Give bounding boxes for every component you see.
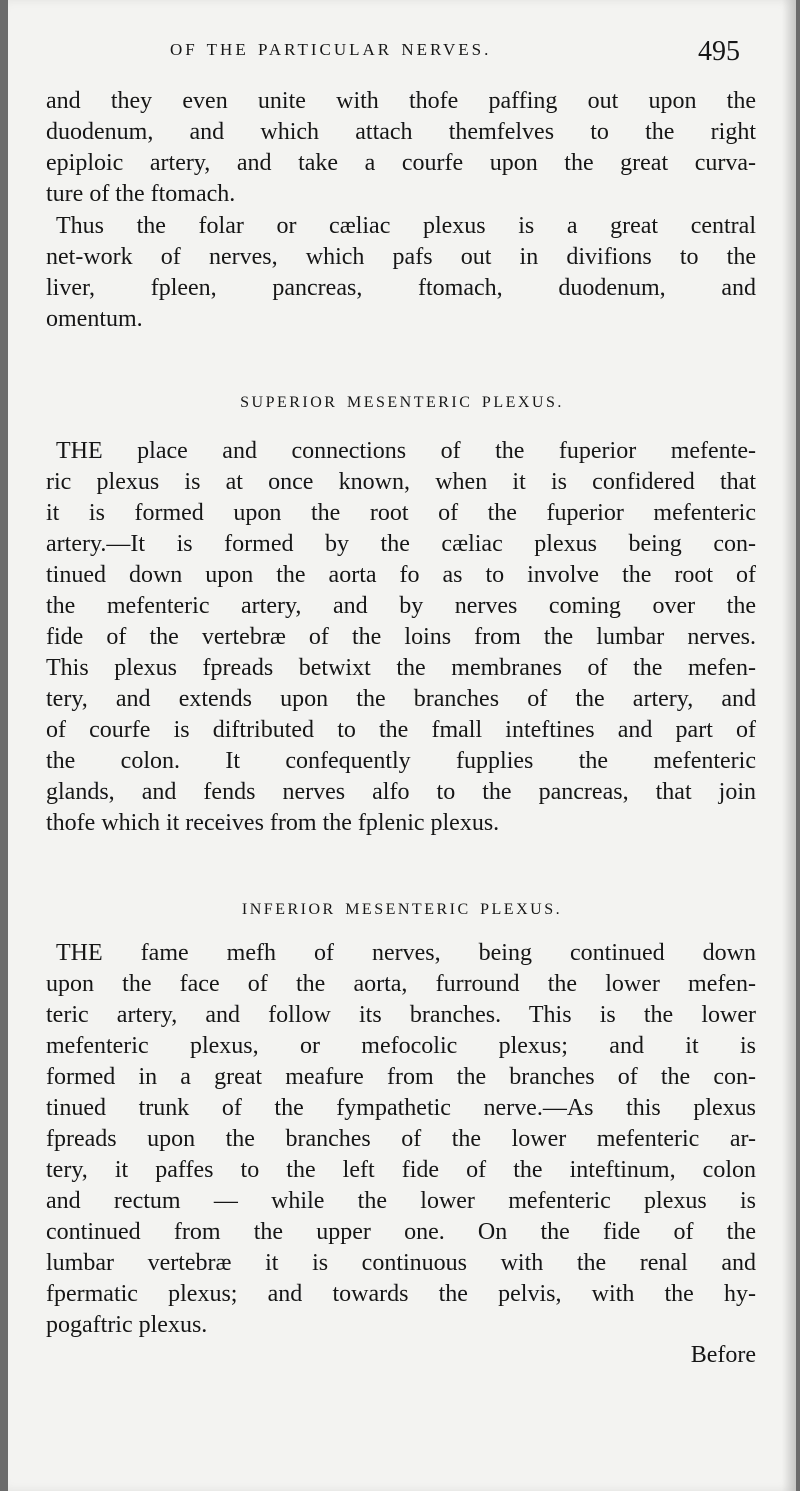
text-line: tery, and extends upon the branches of the artery, and [46, 686, 756, 712]
text-line: the mefenteric artery, and by nerves coming over the [46, 593, 756, 619]
text-line: pogaftric plexus. [46, 1312, 208, 1338]
paragraph-inferior-mesenteric [46, 938, 756, 1341]
text-line: and they even unite with thofe paffing out upon the [46, 88, 756, 114]
text-line: artery.—It is formed by the cæliac plexus being con- [46, 531, 756, 557]
text-line: THE place and connections of the fuperior mefente- [56, 438, 756, 464]
text-line: ric plexus is at once known, when it is confidered that [46, 469, 756, 495]
text-line: and rectum — while the lower mefenteric plexus is [46, 1188, 756, 1214]
catchword: Before [690, 1342, 756, 1368]
paragraph-solar-plexus [46, 211, 756, 335]
text-line: omentum. [46, 306, 143, 332]
book-page [8, 0, 796, 1491]
text-line: THE fame mefh of nerves, being continued down [56, 940, 756, 966]
text-line: liver, fpleen, pancreas, ftomach, duodenum, and [46, 275, 756, 301]
text-line: glands, and fends nerves alfo to the pancreas, that join [46, 779, 756, 805]
page-edge-shadow [782, 0, 796, 1491]
running-head [8, 36, 796, 72]
text-line: fpermatic plexus; and towards the pelvis, with the hy- [46, 1281, 756, 1307]
text-line: of courfe is diftributed to the fmall inteftines and part of [46, 717, 756, 743]
paragraph-continuation [46, 86, 756, 210]
section-heading-inferior-mesenteric: INFERIOR MESENTERIC PLEXUS. [241, 901, 563, 918]
paragraph-superior-mesenteric [46, 436, 756, 839]
text-line: formed in a great meafure from the branches of the con- [46, 1064, 756, 1090]
text-line: net-work of nerves, which pafs out in divifions to the [46, 244, 756, 270]
text-line: tinued trunk of the fympathetic nerve.—As this plexus [46, 1095, 756, 1121]
text-line: continued from the upper one. On the fide of the [46, 1219, 756, 1245]
text-line: ture of the ftomach. [46, 181, 236, 207]
text-line: the colon. It confequently fupplies the mefenteric [46, 748, 756, 774]
running-title: OF THE PARTICULAR NERVES. [170, 40, 492, 59]
text-line: tery, it paffes to the left fide of the inteftinum, colon [46, 1157, 756, 1183]
text-line: epiploic artery, and take a courfe upon the great curva- [46, 150, 756, 176]
text-line: This plexus fpreads betwixt the membranes of the mefen- [46, 655, 756, 681]
page-number: 495 [698, 36, 740, 67]
text-line: mefenteric plexus, or mefocolic plexus; and it is [46, 1033, 756, 1059]
text-line: duodenum, and which attach themfelves to the right [46, 119, 756, 145]
text-line: upon the face of the aorta, furround the lower mefen- [46, 971, 756, 997]
text-line: teric artery, and follow its branches. This is the lower [46, 1002, 756, 1028]
text-line: lumbar vertebræ it is continuous with the renal and [46, 1250, 756, 1276]
section-heading-superior-mesenteric: SUPERIOR MESENTERIC PLEXUS. [240, 394, 564, 411]
text-line: tinued down upon the aorta fo as to involve the root of [46, 562, 756, 588]
text-line: Thus the folar or cæliac plexus is a great central [56, 213, 756, 239]
text-line: it is formed upon the root of the fuperior mefenteric [46, 500, 756, 526]
text-line: fide of the vertebræ of the loins from the lumbar nerves. [46, 624, 756, 650]
text-line: thofe which it receives from the fplenic plexus. [46, 810, 500, 836]
text-line: fpreads upon the branches of the lower mefenteric ar- [46, 1126, 756, 1152]
